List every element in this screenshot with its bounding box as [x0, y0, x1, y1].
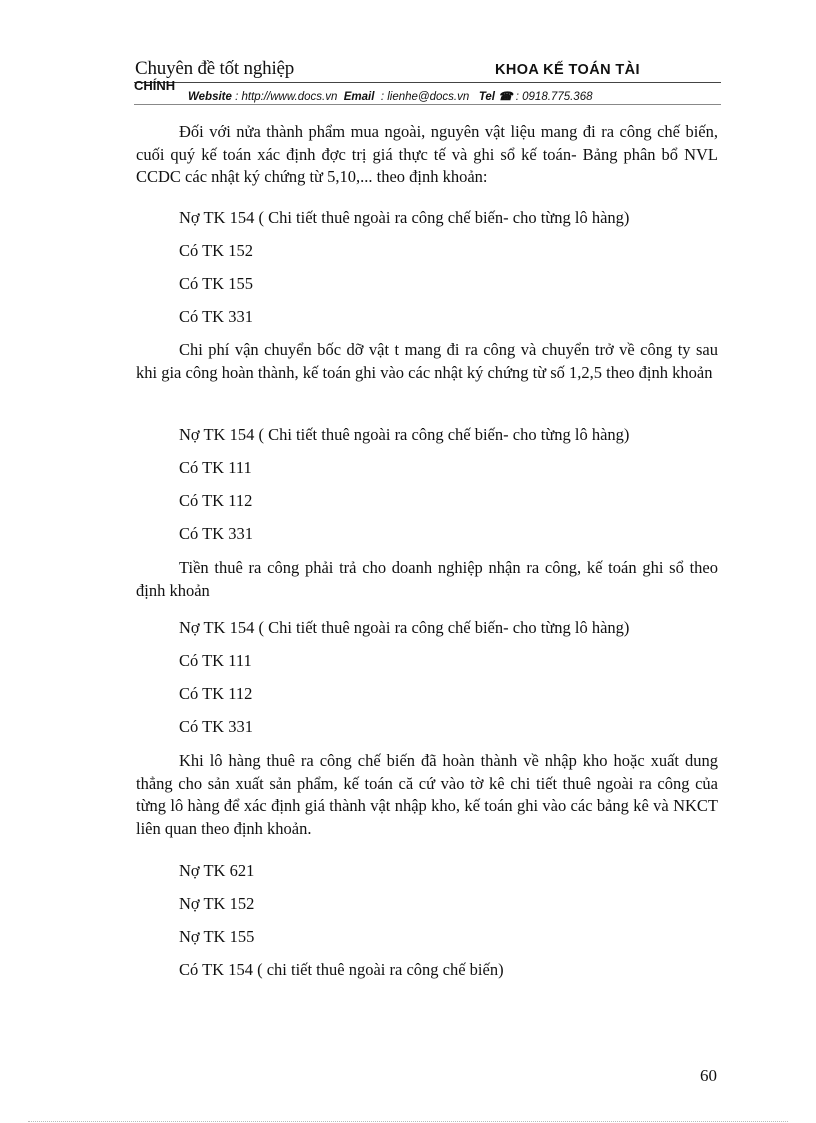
header-rule-bottom	[134, 104, 721, 105]
entry-1-3: Có TK 155	[179, 274, 253, 293]
header-right-title-continuation: CHÍNH	[134, 78, 176, 93]
entry-1-1: Nợ TK 154 ( Chi tiết thuê ngoài ra công chế biến- cho từng lô hàng)	[179, 208, 630, 227]
header-right-title: KHOA KẾ TOÁN TÀI	[495, 62, 640, 78]
paragraph-3: Tiền thuê ra công phải trả cho doanh nghiệp nhận ra công, kế toán ghi sổ theo định khoản	[136, 558, 718, 600]
entry-1-4: Có TK 331	[179, 307, 253, 326]
entry-2-3: Có TK 112	[179, 491, 253, 510]
entry-3-1: Nợ TK 154 ( Chi tiết thuê ngoài ra công chế biến- cho từng lô hàng)	[179, 618, 630, 637]
entry-3-4: Có TK 331	[179, 717, 253, 736]
email-value: : lienhe@docs.vn	[380, 91, 470, 103]
tel-label: Tel	[478, 91, 496, 103]
header-left-title: Chuyên đề tốt nghiệp	[135, 58, 295, 79]
entry-3-2: Có TK 111	[179, 651, 252, 670]
entry-2-2: Có TK 111	[179, 458, 252, 477]
entry-2-1: Nợ TK 154 ( Chi tiết thuê ngoài ra công chế biến- cho từng lô hàng)	[179, 425, 630, 444]
email-label: Email	[343, 91, 375, 103]
entry-2-4: Có TK 331	[179, 524, 253, 543]
paragraph-4: Khi lô hàng thuê ra công chế biến đã hoàn thành về nhập kho hoặc xuất dung thẳng cho sản xuất sản phẩm, kế toán că cứ vào tờ kê chi tiết thuê ngoài ra công của từng lô hàng để xác định giá thành vật nhập kho, kế toán ghi vào các bảng kê và NKCT liên quan theo định khoản.	[136, 751, 718, 838]
entry-4-1: Nợ TK 621	[179, 861, 255, 880]
paragraph-1: Đối với nửa thành phẩm mua ngoài, nguyên vật liệu mang đi ra công chế biến, cuối quý kế toán xác định đợc trị giá thực tế và ghi sổ kế toán- Bảng phân bổ NVL CCDC các nhật ký chứng từ 5,10,... theo định khoản:	[136, 122, 718, 186]
footer-divider	[28, 1121, 788, 1122]
paragraph-2: Chi phí vận chuyển bốc dỡ vật t mang đi ra công và chuyển trở về công ty sau khi gia công hoàn thành, kế toán ghi vào các nhật ký chứng từ số 1,2,5 theo định khoản	[136, 340, 718, 382]
entry-4-2: Nợ TK 152	[179, 894, 255, 913]
phone-icon: ☎	[498, 91, 513, 103]
page-number: 60	[700, 1066, 717, 1085]
entry-4-3: Nợ TK 155	[179, 927, 255, 946]
website-label: Website	[188, 91, 232, 103]
entry-1-2: Có TK 152	[179, 241, 253, 260]
entry-4-4: Có TK 154 ( chi tiết thuê ngoài ra công chế biến)	[179, 960, 504, 979]
header-rule-top	[134, 82, 721, 83]
entry-3-3: Có TK 112	[179, 684, 253, 703]
website-value: : http://www.docs.vn	[235, 91, 338, 103]
header-contact-line	[188, 89, 593, 103]
tel-value: : 0918.775.368	[515, 91, 593, 103]
